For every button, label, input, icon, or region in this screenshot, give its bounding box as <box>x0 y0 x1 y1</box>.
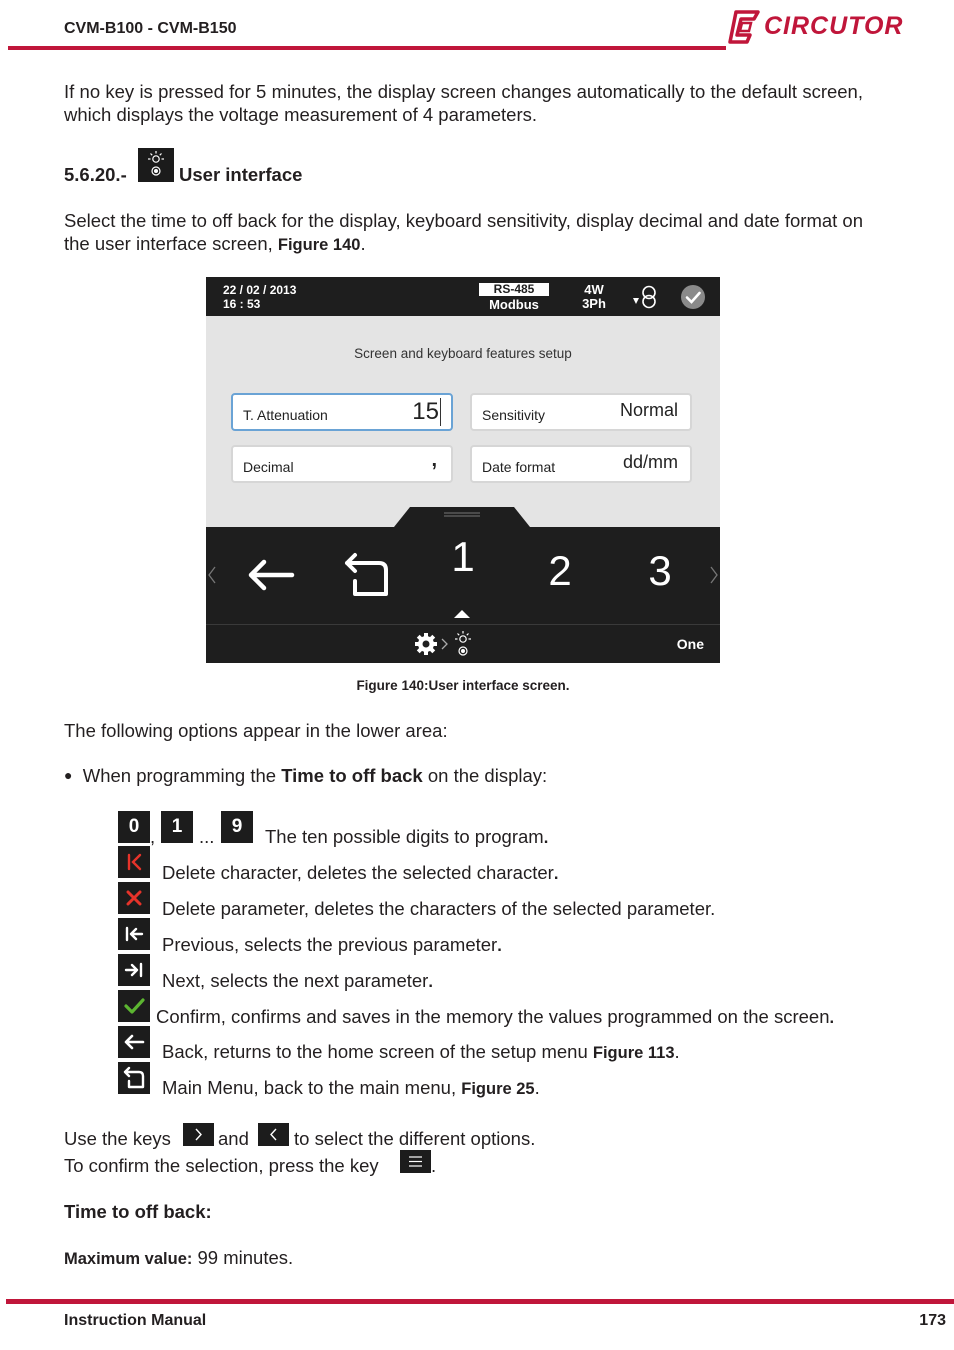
breadcrumb-chevron-icon <box>440 637 450 651</box>
digit-9-label: 9 <box>231 816 243 837</box>
back-arrow-icon[interactable] <box>244 554 296 596</box>
status-time: 16 : 53 <box>223 297 261 311</box>
main-menu-figure-ref[interactable]: Figure 25 <box>461 1080 535 1098</box>
bullet-item <box>64 765 547 787</box>
delete-character-description <box>162 862 558 884</box>
and-text: and <box>218 1128 249 1149</box>
maximum-value-line <box>64 1247 293 1269</box>
display-brightness-icon <box>138 148 174 182</box>
on-screen-keyboard <box>206 527 720 623</box>
section-paragraph <box>64 209 863 257</box>
digits-text: The ten possible digits to program <box>265 826 544 847</box>
main-menu-description <box>162 1077 540 1099</box>
sensitivity-value: Normal <box>619 400 678 420</box>
wiring-type: 4W <box>584 282 604 297</box>
header-rule <box>8 46 726 50</box>
main-menu-key-icon <box>118 1062 150 1094</box>
scroll-left-icon[interactable] <box>206 565 218 585</box>
digit-1-key <box>161 811 193 843</box>
footer-mode-label: One <box>676 636 704 652</box>
main-menu-text: Main Menu, back to the main menu, <box>162 1077 457 1098</box>
confirm-selection-end: . <box>431 1155 437 1176</box>
use-keys-text: Use the keys <box>64 1128 171 1149</box>
main-menu-icon[interactable] <box>342 551 392 599</box>
key-1[interactable]: 1 <box>451 533 475 580</box>
next-text: Next, selects the next parameter <box>162 970 429 991</box>
key-2[interactable]: 2 <box>548 547 572 594</box>
status-date: 22 / 02 / 2013 <box>223 283 297 297</box>
delete-parameter-icon <box>118 882 150 914</box>
intro-paragraph: If no key is pressed for 5 minutes, the display screen changes automatically to the default screen, which displays the voltage measurement of 4 parameters. <box>64 81 863 125</box>
date-format-label: Date format <box>482 459 556 475</box>
sensitivity-field[interactable] <box>470 393 692 431</box>
maximum-value-label: Maximum value: <box>64 1250 193 1268</box>
footer-manual-label: Instruction Manual <box>64 1312 207 1329</box>
back-end: . <box>674 1041 680 1062</box>
confirm-text: Confirm, confirms and saves in the memory the values programmed on the screen <box>156 1006 830 1027</box>
back-figure-ref[interactable]: Figure 113 <box>592 1044 675 1062</box>
menu-key-icon <box>400 1150 431 1173</box>
select-options-text: to select the different options. <box>294 1128 536 1149</box>
decimal-label: Decimal <box>243 459 294 475</box>
confirm-selection-text: To confirm the selection, press the key <box>64 1155 379 1176</box>
right-arrow-key-icon <box>183 1123 214 1146</box>
digit-0-key <box>118 811 150 843</box>
page-number: 173 <box>919 1312 946 1329</box>
screen-footer <box>206 624 720 663</box>
confirm-icon <box>118 990 150 1022</box>
digit-separator-dots: ... <box>199 826 215 847</box>
settings-gear-icon <box>413 631 439 657</box>
key-3[interactable]: 3 <box>648 547 672 594</box>
next-parameter-description <box>162 970 433 992</box>
circutor-logo-text: CIRCUTOR <box>764 12 904 40</box>
date-format-value: dd/mm <box>622 452 678 472</box>
circutor-logo <box>728 8 908 46</box>
previous-parameter-description <box>162 934 502 956</box>
footer-rule <box>6 1299 954 1304</box>
bullet-end: on the display: <box>427 765 548 786</box>
wiring-phases: 3Ph <box>582 296 606 311</box>
left-arrow-key-icon <box>258 1123 289 1146</box>
section-paragraph-end: . <box>360 233 366 254</box>
decimal-value: , <box>431 449 437 471</box>
delete-char-text: Delete character, deletes the selected character <box>162 862 554 883</box>
scroll-right-icon[interactable] <box>708 565 720 585</box>
setup-panel <box>206 316 720 527</box>
keyboard-tab-handle[interactable] <box>394 507 530 527</box>
section-title: User interface <box>179 164 303 185</box>
transformer-icon <box>631 284 661 310</box>
decimal-field[interactable] <box>231 445 453 483</box>
sensitivity-label: Sensitivity <box>482 407 546 423</box>
comm-protocol-name: Modbus <box>489 297 539 312</box>
confirm-end: . <box>829 1009 835 1027</box>
digit-separator-comma: , <box>150 826 156 847</box>
figure-caption: Figure 140:User interface screen. <box>356 678 570 693</box>
section-paragraph-text: Select the time to off back for the display, keyboard sensitivity, display decimal and date format on the user interface screen, <box>64 210 863 254</box>
time-off-back-heading: Time to off back: <box>64 1201 212 1222</box>
confirm-check-icon[interactable] <box>680 284 706 310</box>
previous-parameter-icon <box>118 918 150 950</box>
next-parameter-icon <box>118 954 150 986</box>
maximum-value: 99 minutes. <box>197 1247 294 1268</box>
circutor-logo-mark-icon <box>728 9 762 45</box>
previous-text: Previous, selects the previous parameter <box>162 934 498 955</box>
t-attenuation-value: 15 <box>412 398 439 425</box>
digit-1-label: 1 <box>171 816 183 837</box>
back-text: Back, returns to the home screen of the setup menu <box>162 1041 588 1062</box>
main-menu-end: . <box>534 1077 540 1098</box>
figure-reference-link[interactable]: Figure 140 <box>277 236 361 254</box>
confirm-description <box>156 1006 834 1028</box>
back-description <box>162 1041 680 1063</box>
digit-0-label: 0 <box>128 816 140 837</box>
options-intro: The following options appear in the lower area: <box>64 720 448 741</box>
document-header-title: CVM-B100 - CVM-B150 <box>64 20 237 37</box>
comm-protocol-badge: RS-485 <box>479 283 549 296</box>
date-format-field[interactable] <box>470 445 692 483</box>
selected-key-caret-icon <box>453 609 471 619</box>
delete-char-end: . <box>553 865 559 883</box>
status-bar <box>206 277 720 316</box>
t-attenuation-field[interactable] <box>231 393 453 431</box>
t-attenuation-label: T. Attenuation <box>243 407 328 423</box>
delete-character-icon <box>118 846 150 878</box>
bullet-bold: Time to off back <box>281 765 423 786</box>
user-interface-screen-figure <box>206 277 720 663</box>
digits-description <box>265 826 548 848</box>
section-number: 5.6.20.- <box>64 164 127 185</box>
previous-end: . <box>497 937 502 955</box>
delete-parameter-description: Delete parameter, deletes the characters of the selected parameter. <box>162 898 716 919</box>
bullet-text: When programming the <box>82 765 277 786</box>
digit-9-key <box>221 811 253 843</box>
brightness-breadcrumb-icon <box>451 629 475 661</box>
digits-end: . <box>543 829 549 847</box>
bullet-mark: ● <box>64 767 73 783</box>
screen-title: Screen and keyboard features setup <box>354 346 572 361</box>
back-icon <box>118 1026 150 1058</box>
next-end: . <box>428 973 433 991</box>
